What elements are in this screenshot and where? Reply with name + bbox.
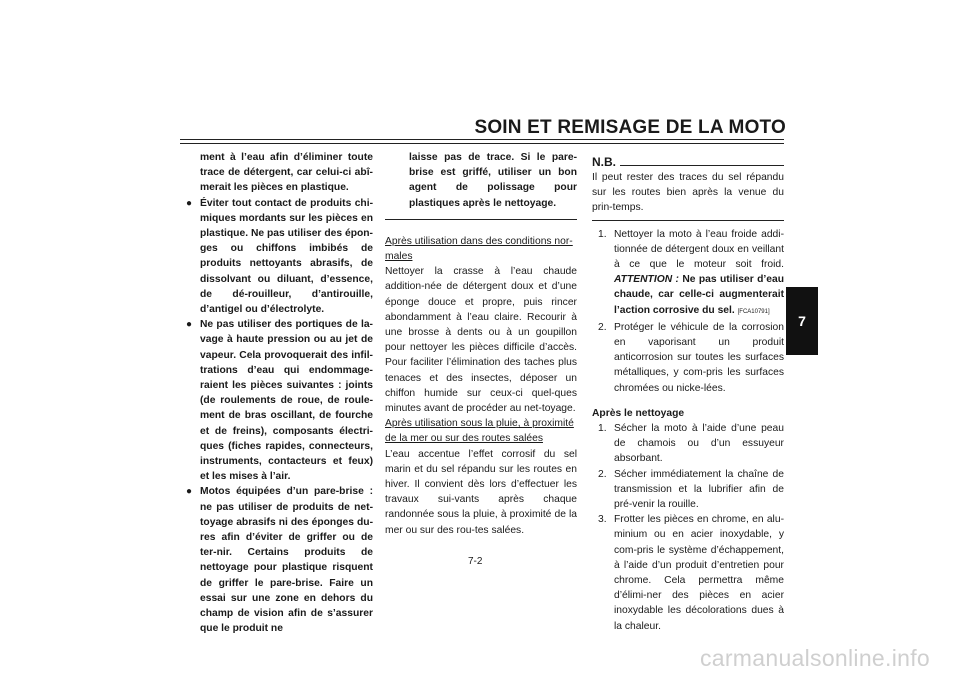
bullet-item [186,196,373,318]
nb-heading [592,152,784,170]
bullet-dot-icon: ● [186,319,193,331]
after-cleaning-title: Après le nettoyage [592,407,685,419]
nb-rule [620,165,784,166]
header-rule-thin [180,143,784,144]
continued-bullet-text: laisse pas de trace. Si le pare-brise est griffé, utiliser un bon agent de polissage pour plastiques après le nettoyage. [409,152,577,209]
column-2 [385,150,577,538]
warning-end-rule [385,219,577,220]
watermark: carmanualsonline.info [699,645,930,671]
step-text: Sécher immédiatement la chaîne de transmission et la lubrifier afin de pré-venir la rouille. [614,468,784,511]
page-number: 7-2 [468,556,483,567]
step-number: 2. [598,321,607,333]
section-text-rain-salt: L’eau accentue l’effet corrosif du sel marin et du sel répandu sur les routes en hiver. Il convient dès lors d’effectuer les travaux sui-vants après chaque randonnée sous la pluie, à proximité de la mer ou sur des rou-tes salées. [385,448,577,536]
section-title-rain-salt: Après utilisation sous la pluie, à proximité de la mer ou sur des routes salées [385,418,574,445]
chapter-tab: 7 [786,287,818,355]
section-title-normal-use: Après utilisation dans des conditions nor-males [385,235,573,263]
intro-paragraph: ment à l’eau afin d’éliminer toute trace de détergent, car celui-ci abî-merait les pièces en plastique. [200,152,373,194]
nb-end-rule [592,220,784,221]
list-item [592,421,784,467]
column-3 [592,152,784,634]
bullet-dot-icon: ● [186,197,193,209]
step-number: 1. [598,423,607,435]
step-text: Frotter les pièces en chrome, en alu-minium ou en acier inoxydable, y com-pris le système d’échappement, à l’aide d’un produit d’entretien pour chrome. Cela permettra même d’élimi-ner des pièces en acier inoxydable les décolorations dues à la chaleur. [614,514,784,632]
bullet-item [186,317,373,484]
attention-label: ATTENTION : [614,274,679,286]
list-item [592,467,784,513]
step-number: 3. [598,514,607,526]
step-text: Nettoyer la moto à l’eau froide addi-tionnée de détergent doux en veillant à ce que le moteur soit froid. [614,228,784,271]
section-text-normal-use: Nettoyer la crasse à l’eau chaude addition-née de détergent doux et d’une éponge douce et propre, puis rincer abondamment à l’eau claire. Recourir à une brosse à dents ou à un goupillon pour nettoyer les pièces difficile d’accès. Pour faciliter l’élimination des taches plus tenaces et des insectes, déposer un chiffon humide sur ceux-ci quel-ques minutes avant de procéder au net-toyage. [385,266,577,415]
attention-text: Ne pas utiliser d’eau chaude, car celle-ci augmenterait l’action corrosive du sel. [614,274,784,316]
caution-code: [FCA10791] [737,308,770,315]
step-text: Protéger le véhicule de la corrosion en vaporisant un produit anticorrosion sur toutes les surfaces métalliques, y com-pris les surfaces chromées ou nicke-lées. [614,321,784,394]
step-number: 2. [598,468,607,480]
bullet-text: Éviter tout contact de produits chi-miques mordants sur les pièces en plastique. Ne pas utiliser des épon-ges ou chiffons imbibés de produits nettoyants abrasifs, de dissolvant ou diluant, d’essence, de dé-rouilleur, d’antirouille, d’antigel ou d’électrolyte. [200,197,373,316]
list-item [592,512,784,634]
list-item [592,227,784,320]
bullet-dot-icon: ● [186,486,193,498]
bullet-item [186,484,373,636]
list-item [592,320,784,396]
column-1 [186,150,373,637]
page-title: SOIN ET REMISAGE DE LA MOTO [474,117,786,138]
nb-text: Il peut rester des traces du sel répandu sur les routes bien après la venue du prin-temps. [592,172,784,214]
bullet-text: Ne pas utiliser des portiques de la-vage à haute pression ou au jet de vapeur. Cela provoquerait des infil-trations d’eau qui endommage-raient les pièces suivantes : joints (de roulements de roue, de roule-ment de bras oscillant, de fourche et de freins), composants électri-ques (fiches rapides, connecteurs, instruments, contacteurs et feux) et les mises à l’air. [200,319,373,483]
step-text: Sécher la moto à l’aide d’une peau de chamois ou d’un essuyeur absorbant. [614,423,784,465]
bullet-text: Motos équipées d’un pare-brise : ne pas utiliser de produits de net-toyage abrasifs ni des éponges du-res afin d’éviter de griffer ou de ter-nir. Certains produits de nettoyage pour plastique risquent de griffer le pare-brise. Faire un essai sur une zone en dehors du champ de vision afin de s’assurer que le produit ne [200,486,373,635]
header-rule-thick [180,139,784,140]
step-number: 1. [598,228,607,240]
nb-label: N.B. [592,154,616,169]
